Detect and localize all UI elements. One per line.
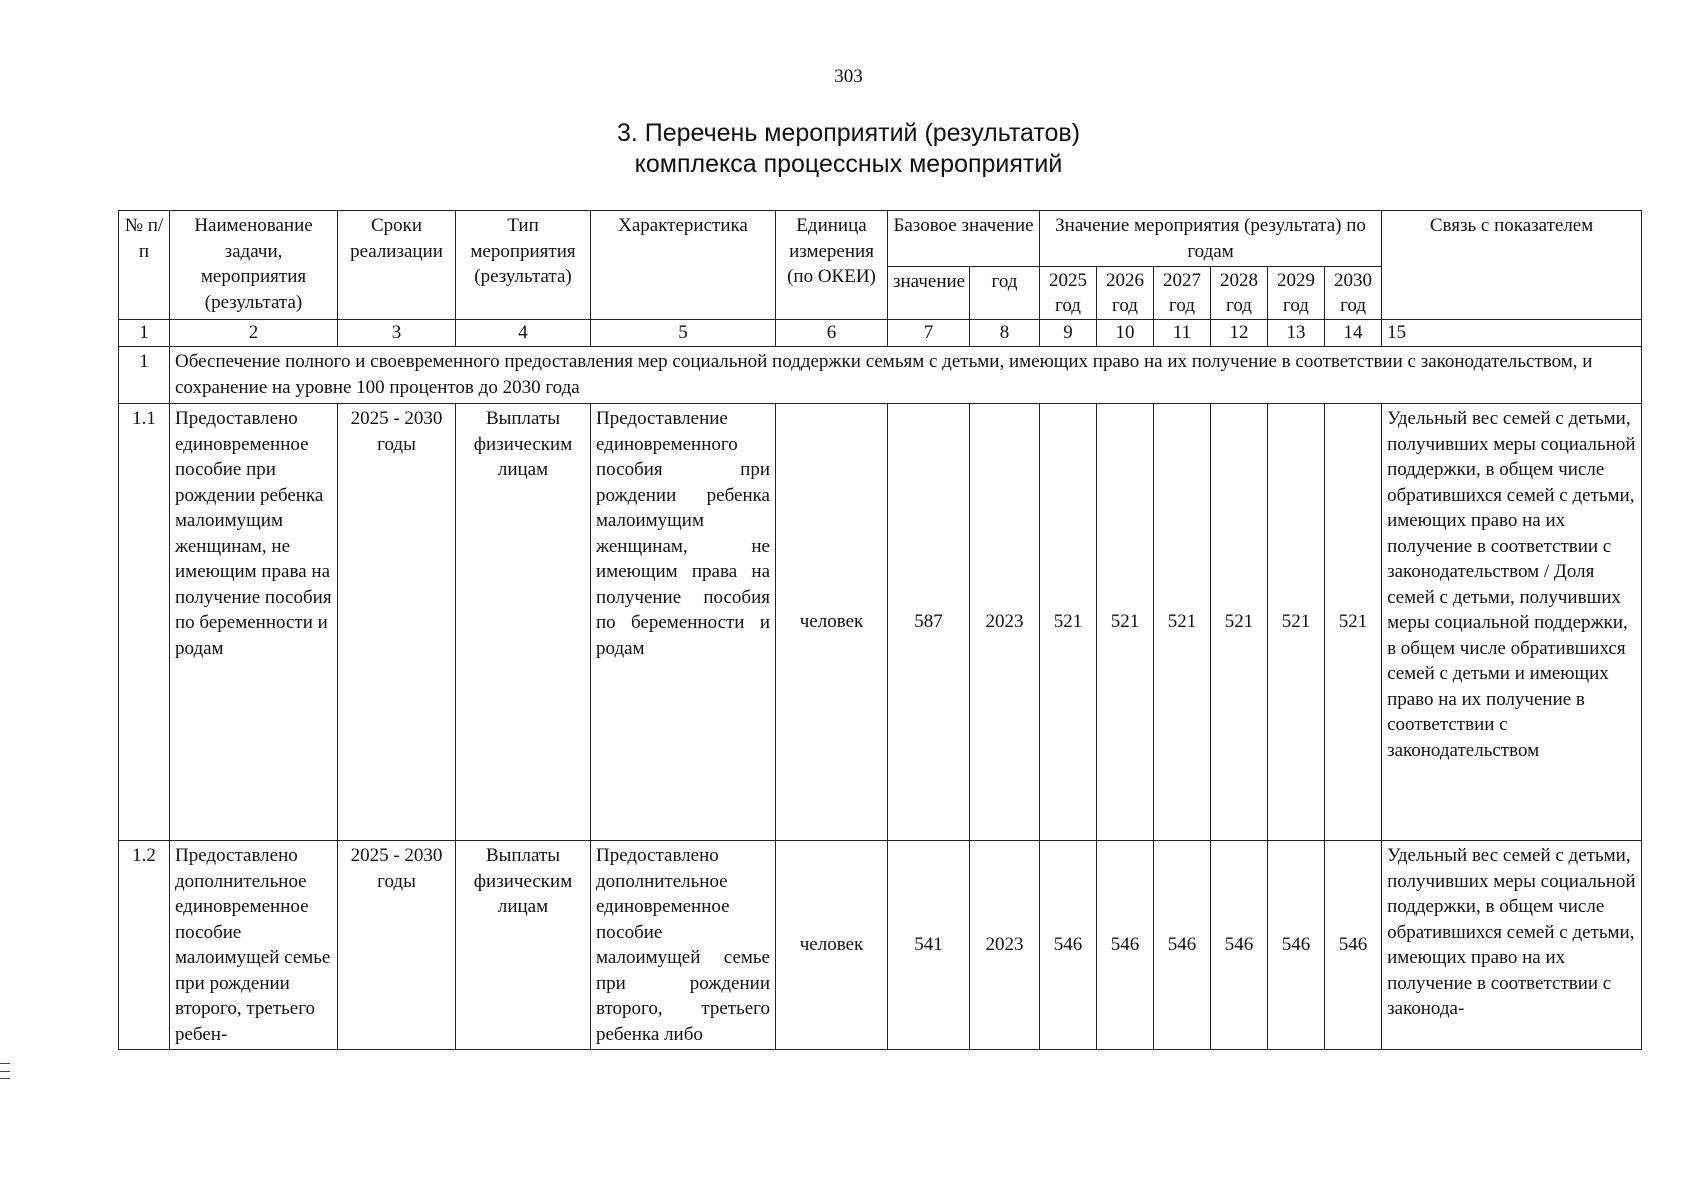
row-value: 521 xyxy=(1268,404,1325,841)
header-characteristic: Характеристика xyxy=(591,211,776,320)
header-year: 2027 год xyxy=(1154,267,1211,320)
column-number: 2 xyxy=(170,320,338,347)
row-base-year: 2023 xyxy=(970,404,1040,841)
column-number: 13 xyxy=(1268,320,1325,347)
header-base-year: год xyxy=(970,267,1040,320)
row-unit: человек xyxy=(776,841,888,1050)
column-number: 4 xyxy=(456,320,591,347)
page-number: 303 xyxy=(834,66,863,87)
row-link: Удельный вес семей с детьми, получивших меры социальной поддержки, в общем числе обратившихся семей с детьми, имеющих право на их получение в соответствии с законода- xyxy=(1382,841,1642,1050)
column-number: 10 xyxy=(1097,320,1154,347)
row-value: 521 xyxy=(1040,404,1097,841)
row-value: 546 xyxy=(1211,841,1268,1050)
row-value: 546 xyxy=(1040,841,1097,1050)
row-base-value: 587 xyxy=(888,404,970,841)
task-text: Обеспечение полного и своевременного предоставления мер социальной поддержки семьям с детьми, имеющих право на их получение в соответствии с законодательством, и сохранение на уровне 100 процентов до 2030 года xyxy=(170,347,1642,404)
row-value: 546 xyxy=(1268,841,1325,1050)
header-row-1 xyxy=(119,211,1642,267)
header-base-value: значение xyxy=(888,267,970,320)
row-type: Выплаты физическим лицам xyxy=(456,841,591,1050)
column-number: 15 xyxy=(1382,320,1642,347)
column-number: 14 xyxy=(1325,320,1382,347)
row-value: 546 xyxy=(1325,841,1382,1050)
column-number: 3 xyxy=(338,320,456,347)
row-value: 521 xyxy=(1211,404,1268,841)
row-no: 1.2 xyxy=(119,841,170,1050)
row-no: 1.1 xyxy=(119,404,170,841)
header-year: 2026 год xyxy=(1097,267,1154,320)
task-no: 1 xyxy=(119,347,170,404)
scan-edge-mark xyxy=(0,1071,10,1072)
row-name: Предоставлено единовременное пособие при рождении ребенка малоимущим женщинам, не имеющим права на получение пособия по беременности и родам xyxy=(170,404,338,841)
row-name: Предоставлено дополнительное единовременное пособие малоимущей семье при рождении второго, третьего ребен- xyxy=(170,841,338,1050)
header-unit: Единица измерения (по ОКЕИ) xyxy=(776,211,888,320)
column-number: 5 xyxy=(591,320,776,347)
column-number: 9 xyxy=(1040,320,1097,347)
header-values: Значение мероприятия (результата) по годам xyxy=(1040,211,1382,267)
scan-edge-mark xyxy=(0,1078,10,1079)
header-link: Связь с показателем xyxy=(1382,211,1642,320)
header-year: 2030 год xyxy=(1325,267,1382,320)
row-value: 521 xyxy=(1325,404,1382,841)
row-type: Выплаты физическим лицам xyxy=(456,404,591,841)
row-value: 546 xyxy=(1097,841,1154,1050)
header-name: Наименование задачи, мероприятия (результата) xyxy=(170,211,338,320)
row-characteristic: Предоставление единовременного пособия при рождении ребенка малоимущим женщинам, не имеющим права на получение пособия по беременности и родам xyxy=(591,404,776,841)
title-line-1: 3. Перечень мероприятий (результатов) xyxy=(616,119,1081,147)
header-year: 2028 год xyxy=(1211,267,1268,320)
table-row xyxy=(119,841,1642,1050)
column-number: 1 xyxy=(119,320,170,347)
table-row xyxy=(119,404,1642,841)
measures-table xyxy=(118,210,1642,1050)
column-number: 7 xyxy=(888,320,970,347)
row-base-year: 2023 xyxy=(970,841,1040,1050)
header-type: Тип мероприятия (результата) xyxy=(456,211,591,320)
header-terms: Сроки реализации xyxy=(338,211,456,320)
column-number: 8 xyxy=(970,320,1040,347)
row-terms: 2025 - 2030 годы xyxy=(338,841,456,1050)
page-title xyxy=(0,118,1697,180)
row-unit: человек xyxy=(776,404,888,841)
column-numbers-row xyxy=(119,320,1642,347)
header-year: 2025 год xyxy=(1040,267,1097,320)
row-terms: 2025 - 2030 годы xyxy=(338,404,456,841)
scan-edge-mark xyxy=(0,1063,10,1064)
header-year: 2029 год xyxy=(1268,267,1325,320)
column-number: 6 xyxy=(776,320,888,347)
header-no: № п/п xyxy=(119,211,170,320)
title-line-2: комплекса процессных мероприятий xyxy=(634,150,1063,178)
column-number: 11 xyxy=(1154,320,1211,347)
column-number: 12 xyxy=(1211,320,1268,347)
header-base: Базовое значение xyxy=(888,211,1040,267)
task-row xyxy=(119,347,1642,404)
row-link: Удельный вес семей с детьми, получивших меры социальной поддержки, в общем числе обратившихся семей с детьми, имеющих право на их получение в соответствии с законодательством / Доля семей с детьми, получивших меры социальной поддержки, в общем числе обратившихся семей с детьми и имеющих право на их получение в соответствии с законодательством xyxy=(1382,404,1642,841)
row-characteristic: Предоставлено дополнительное единовременное пособие малоимущей семье при рождении второго, третьего ребенка либо xyxy=(591,841,776,1050)
row-value: 521 xyxy=(1097,404,1154,841)
row-base-value: 541 xyxy=(888,841,970,1050)
row-value: 546 xyxy=(1154,841,1211,1050)
row-value: 521 xyxy=(1154,404,1211,841)
